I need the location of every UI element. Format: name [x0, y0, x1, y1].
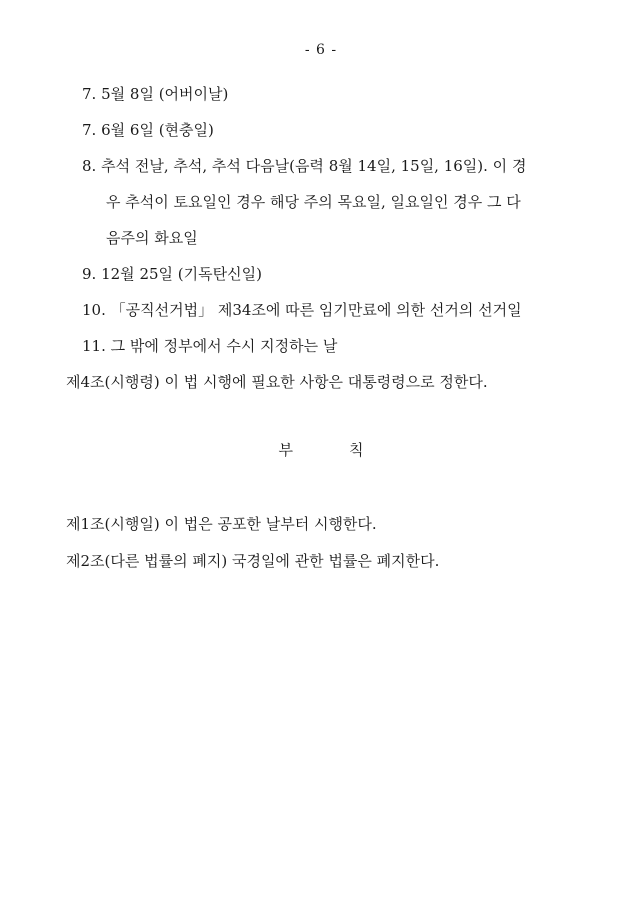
item-number: 9. — [82, 265, 97, 283]
appendix-title-left: 부 — [278, 441, 293, 459]
item-text: 추석 전날, 추석, 추석 다음날(음력 8월 14일, 15일, 16일). 이 경 — [101, 157, 527, 175]
item-number: 10. — [82, 301, 106, 319]
item-text: 그 밖에 정부에서 수시 지정하는 날 — [110, 337, 338, 355]
item-text: 5월 8일 (어버이날) — [101, 85, 229, 103]
list-item — [82, 156, 526, 176]
list-item — [82, 264, 262, 284]
article-4: 제4조(시행령) 이 법 시행에 필요한 사항은 대통령령으로 정한다. — [66, 373, 488, 391]
item-number: 8. — [82, 157, 97, 175]
appendix-article-2: 제2조(다른 법률의 폐지) 국경일에 관한 법률은 폐지한다. — [66, 552, 440, 570]
item-text: 12월 25일 (기독탄신일) — [101, 265, 262, 283]
list-item — [82, 300, 522, 320]
item-text: 「공직선거법」 제34조에 따른 임기만료에 의한 선거의 선거일 — [110, 301, 522, 319]
appendix-article-1: 제1조(시행일) 이 법은 공포한 날부터 시행한다. — [66, 515, 377, 533]
list-item — [82, 84, 228, 104]
item-number: 7. — [82, 85, 97, 103]
item-number: 11. — [82, 337, 106, 355]
list-item — [82, 120, 214, 140]
list-item — [82, 336, 337, 356]
appendix-heading — [0, 440, 642, 460]
item-number: 7. — [82, 121, 97, 139]
page-number: - 6 - — [304, 42, 338, 58]
list-item-continuation: 음주의 화요일 — [106, 229, 198, 247]
appendix-title-right: 칙 — [349, 441, 364, 459]
item-text: 6월 6일 (현충일) — [101, 121, 214, 139]
list-item-continuation: 우 추석이 토요일인 경우 해당 주의 목요일, 일요일인 경우 그 다 — [106, 193, 521, 211]
